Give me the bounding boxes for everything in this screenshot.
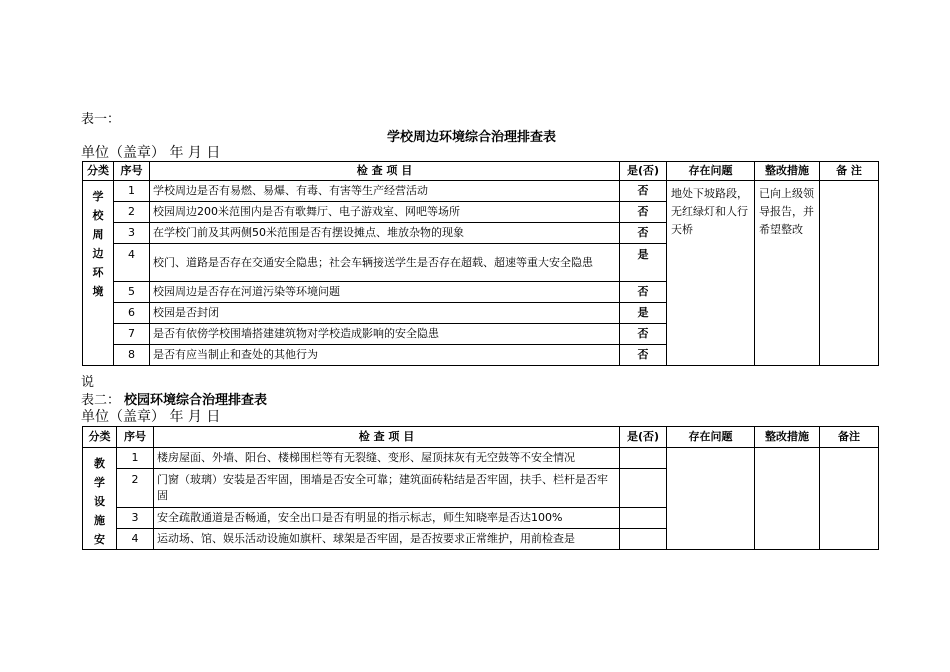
header-note: 备注 (820, 427, 879, 448)
table2-problem (667, 448, 755, 550)
table1-category (83, 181, 114, 366)
row-number: 3 (117, 507, 154, 528)
row-yes-no: 否 (620, 181, 667, 202)
header-number: 序号 (117, 427, 154, 448)
table1-unit-line: 单位（盖章） 年 月 日 (81, 145, 221, 161)
row-yes-no: 否 (620, 282, 667, 303)
category-char: 施 (94, 514, 105, 527)
header-problem: 存在问题 (667, 162, 755, 181)
category-char: 境 (92, 285, 104, 298)
header-problem: 存在问题 (667, 427, 755, 448)
header-number: 序号 (114, 162, 150, 181)
category-char: 设 (94, 495, 105, 508)
table-row (83, 448, 879, 469)
row-number: 4 (117, 528, 154, 549)
header-check-item: 检 查 项 目 (150, 162, 620, 181)
category-char: 学 (94, 476, 105, 489)
category-char: 教 (94, 457, 105, 470)
row-yes-no: 否 (620, 324, 667, 345)
row-item: 是否有依傍学校围墙搭建建筑物对学校造成影响的安全隐患 (150, 324, 620, 345)
row-item: 是否有应当制止和查处的其他行为 (150, 345, 620, 366)
table1-note (820, 181, 879, 366)
row-item: 运动场、馆、娱乐活动设施如旗杆、球架是否牢固，是否按要求正常维护，用前检查是 (154, 528, 620, 549)
row-item: 校园周边200米范围内是否有歌舞厅、电子游戏室、网吧等场所 (150, 202, 620, 223)
header-measure: 整改措施 (755, 427, 820, 448)
table2 (82, 426, 879, 550)
header-yes-no: 是(否) (620, 162, 667, 181)
table1-problem: 地处下坡路段，无红绿灯和人行天桥 (667, 181, 755, 366)
row-yes-no (620, 528, 667, 549)
row-yes-no: 否 (620, 223, 667, 244)
row-number: 1 (117, 448, 154, 469)
row-number: 6 (114, 303, 150, 324)
header-yes-no: 是(否) (620, 427, 667, 448)
table1-label: 表一： (81, 112, 121, 127)
table1-measure: 已向上级领导报告，并希望整改 (755, 181, 820, 366)
table2-header-row (83, 427, 879, 448)
row-number: 5 (114, 282, 150, 303)
row-item: 校园是否封闭 (150, 303, 620, 324)
table2-title: 校园环境综合治理排查表 (124, 393, 268, 408)
category-char: 周 (92, 228, 104, 241)
table2-category (83, 448, 117, 550)
row-yes-no: 是 (620, 244, 667, 282)
row-item: 门窗（玻璃）安装是否牢固，围墙是否安全可靠；建筑面砖粘结是否牢固，扶手、栏杆是否牢固 (154, 469, 620, 507)
category-char: 安 (94, 533, 105, 546)
row-number: 2 (114, 202, 150, 223)
row-yes-no: 否 (620, 345, 667, 366)
category-char: 边 (92, 247, 104, 260)
row-number: 4 (114, 244, 150, 282)
header-category: 分类 (83, 162, 114, 181)
row-item: 安全疏散通道是否畅通，安全出口是否有明显的指示标志，师生知晓率是否达100% (154, 507, 620, 528)
row-number: 7 (114, 324, 150, 345)
category-char: 校 (92, 209, 104, 222)
row-yes-no (620, 507, 667, 528)
table2-note (820, 448, 879, 550)
row-item: 学校周边是否有易燃、易爆、有毒、有害等生产经营活动 (150, 181, 620, 202)
header-check-item: 检 查 项 目 (154, 427, 620, 448)
row-item: 校园周边是否存在河道污染等环境问题 (150, 282, 620, 303)
table2-unit-line: 单位（盖章） 年 月 日 (81, 409, 221, 425)
category-char: 学 (92, 190, 104, 203)
table-row (83, 181, 879, 202)
row-yes-no (620, 448, 667, 469)
table1-title: 学校周边环境综合治理排查表 (387, 130, 557, 145)
row-number: 8 (114, 345, 150, 366)
header-note: 备 注 (820, 162, 879, 181)
table2-label: 表二： (81, 393, 121, 408)
category-char: 环 (92, 266, 104, 279)
stray-text: 说 (81, 375, 95, 390)
row-yes-no (620, 469, 667, 507)
header-measure: 整改措施 (755, 162, 820, 181)
table2-measure (755, 448, 820, 550)
row-item: 楼房屋面、外墙、阳台、楼梯围栏等有无裂缝、变形、屋顶抹灰有无空鼓等不安全情况 (154, 448, 620, 469)
header-category: 分类 (83, 427, 117, 448)
table1-header-row (83, 162, 879, 181)
row-yes-no: 是 (620, 303, 667, 324)
row-number: 3 (114, 223, 150, 244)
table1 (82, 161, 879, 366)
row-item: 校门、道路是否存在交通安全隐患；社会车辆接送学生是否存在超载、超速等重大安全隐患 (150, 244, 620, 282)
row-item: 在学校门前及其两侧50米范围是否有摆设摊点、堆放杂物的现象 (150, 223, 620, 244)
row-number: 2 (117, 469, 154, 507)
row-yes-no: 否 (620, 202, 667, 223)
row-number: 1 (114, 181, 150, 202)
